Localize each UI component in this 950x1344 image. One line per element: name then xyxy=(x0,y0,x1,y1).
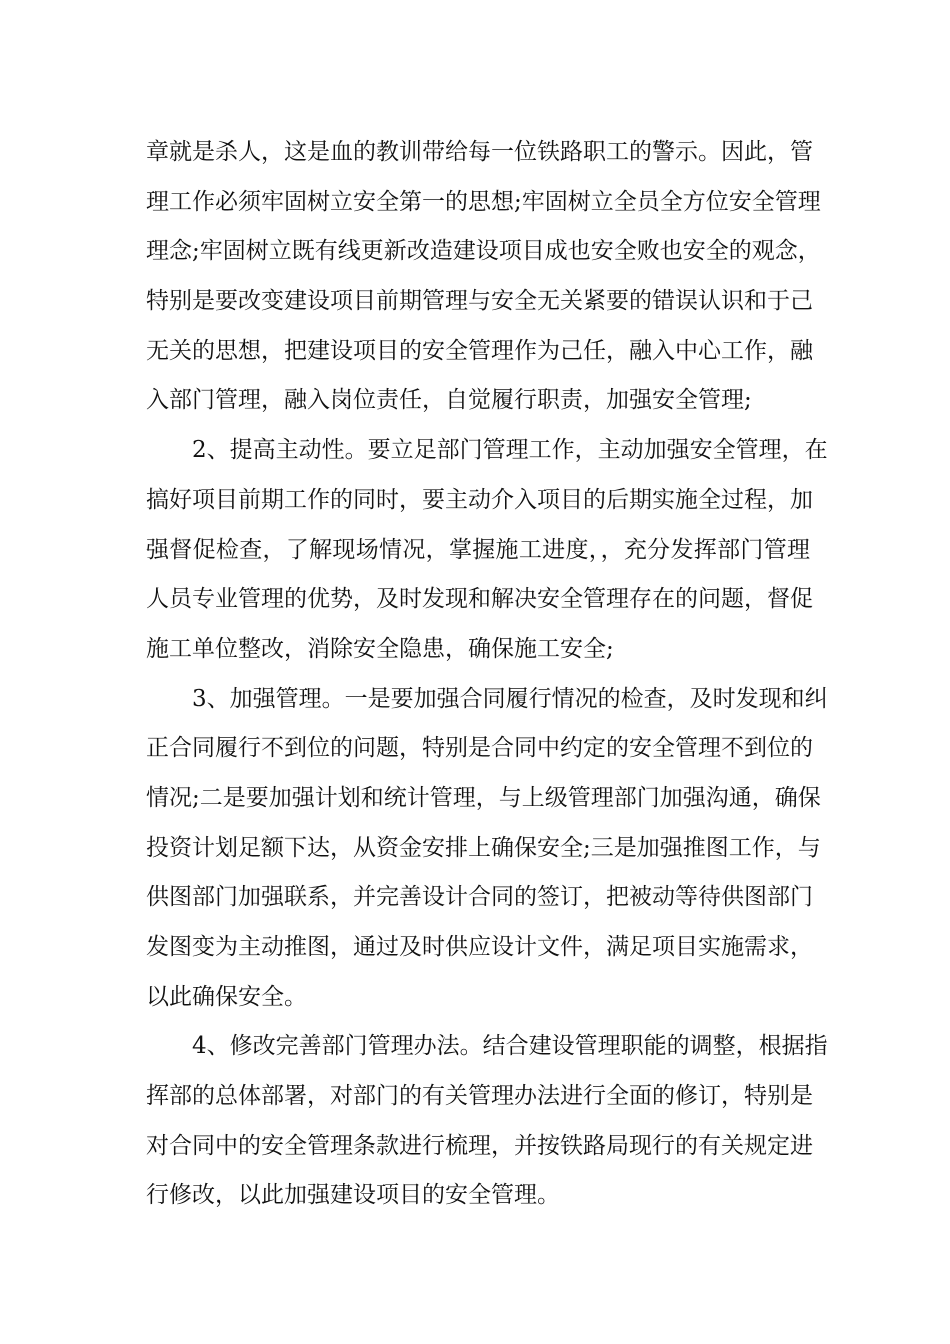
paragraph-continuation xyxy=(146,128,821,426)
paragraph-2 xyxy=(146,426,828,674)
paragraph-4 xyxy=(146,1022,828,1221)
text-line: 以此确保安全。 xyxy=(146,983,307,1010)
text-line: 搞好项目前期工作的同时，要主动介入项目的后期实施全过程，加 xyxy=(146,486,813,513)
text-line: 强督促检查，了解现场情况，掌握施工进度，，充分发挥部门管理 xyxy=(146,536,810,563)
text-line: 无关的思想，把建设项目的安全管理作为己任，融入中心工作，融 xyxy=(146,337,813,364)
text-line: 4、修改完善部门管理办法。结合建设管理职能的调整，根据指 xyxy=(192,1033,828,1060)
text-line: 特别是要改变建设项目前期管理与安全无关紧要的错误认识和于己 xyxy=(146,288,813,315)
text-line: 入部门管理，融入岗位责任，自觉履行职责，加强安全管理; xyxy=(146,387,752,414)
text-line: 人员专业管理的优势，及时发现和解决安全管理存在的问题，督促 xyxy=(146,586,813,613)
text-line: 行修改，以此加强建设项目的安全管理。 xyxy=(146,1182,560,1209)
document-body xyxy=(146,128,828,1221)
text-line: 理工作必须牢固树立安全第一的思想;牢固树立全员全方位安全管理 xyxy=(146,188,821,215)
text-line: 供图部门加强联系，并完善设计合同的签订，把被动等待供图部门 xyxy=(146,884,813,911)
text-line: 3、加强管理。一是要加强合同履行情况的检查，及时发现和纠 xyxy=(192,685,828,712)
text-line: 施工单位整改，消除安全隐患，确保施工安全; xyxy=(146,635,614,662)
text-line: 挥部的总体部署，对部门的有关管理办法进行全面的修订，特别是 xyxy=(146,1083,813,1110)
text-line: 对合同中的安全管理条款进行梳理，并按铁路局现行的有关规定进 xyxy=(146,1132,813,1159)
text-line: 章就是杀人，这是血的教训带给每一位铁路职工的警示。因此，管 xyxy=(146,139,813,165)
text-line: 理念;牢固树立既有线更新改造建设项目成也安全败也安全的观念， xyxy=(146,238,821,265)
text-line: 发图变为主动推图，通过及时供应设计文件，满足项目实施需求， xyxy=(146,934,813,960)
text-line: 2、提高主动性。要立足部门管理工作，主动加强安全管理，在 xyxy=(192,437,828,464)
text-line: 情况;二是要加强计划和统计管理，与上级管理部门加强沟通，确保 xyxy=(146,784,821,811)
text-line: 投资计划足额下达，从资金安排上确保安全;三是加强推图工作，与 xyxy=(146,834,821,861)
paragraph-3 xyxy=(146,675,828,1023)
text-line: 正合同履行不到位的问题，特别是合同中约定的安全管理不到位的 xyxy=(146,735,813,762)
